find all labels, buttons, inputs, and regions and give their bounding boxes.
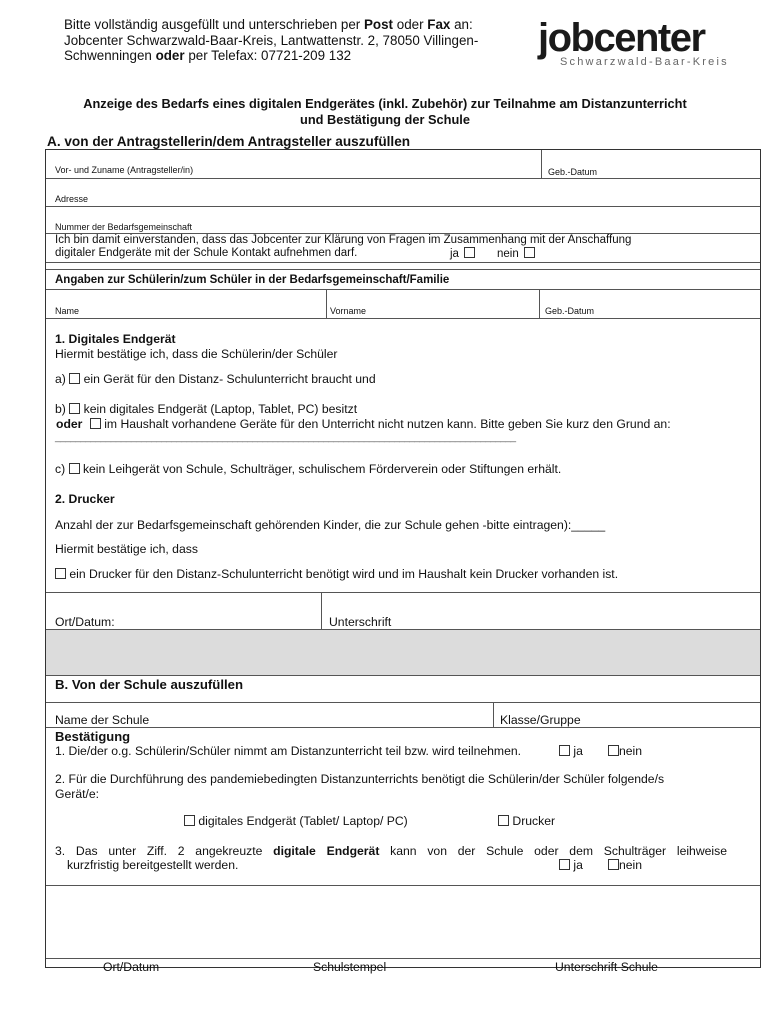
school-printer-option <box>498 814 555 828</box>
item-2-line-2: Gerät/e: <box>55 787 100 801</box>
school-printer-label: Drucker <box>512 814 556 828</box>
option-a-label: ein Gerät für den Distanz- Schulunterricht braucht und <box>83 372 376 386</box>
applicant-signature-label: Unterschrift <box>329 615 392 629</box>
printer-heading: 2. Drucker <box>55 492 115 506</box>
grey-separator-band <box>46 629 760 675</box>
rule <box>539 290 540 318</box>
school-printer-checkbox[interactable] <box>498 815 509 826</box>
item-2-text <box>55 772 755 802</box>
option-c <box>55 462 561 476</box>
consent-no-option <box>497 247 535 260</box>
item-3-no-label: nein <box>619 858 643 872</box>
logo-subtitle: Schwarzwald-Baar-Kreis <box>560 56 729 68</box>
title-line-1: Anzeige des Bedarfs eines digitalen Endgerätes (inkl. Zubehör) zur Teilnahme am Distanzunterricht <box>83 96 687 111</box>
children-count-field[interactable]: Anzahl der zur Bedarfsgemeinschaft gehörenden Kinder, die zur Schule gehen -bitte eintragen):_____ <box>55 518 606 532</box>
option-c-label: kein Leihgerät von Schule, Schulträger, schulischem Förderverein oder Stiftungen erhält. <box>82 462 562 476</box>
rule <box>46 958 760 959</box>
option-b-prefix: b) <box>55 402 66 416</box>
item-1-text: 1. Die/der o.g. Schülerin/Schüler nimmt am Distanzunterricht teil bzw. wird teilnehmen. <box>55 744 522 758</box>
section-b-heading: B. Von der Schule auszufüllen <box>55 677 244 692</box>
applicant-name-label: Vor- und Zuname (Antragsteller/in) <box>55 165 194 175</box>
option-oder-label: oder <box>56 417 83 431</box>
option-b2-label: im Haushalt vorhandene Geräte für den Unterricht nicht nutzen kann. Bitte geben Sie kurz den Grund an: <box>104 417 671 431</box>
rule <box>46 178 760 179</box>
consent-no-checkbox[interactable] <box>524 247 535 258</box>
pupil-name-label: Name <box>55 306 80 316</box>
school-signature-label: Unterschrift Schule <box>555 960 658 974</box>
item-1-yes-checkbox[interactable] <box>559 745 570 756</box>
option-b-label: kein digitales Endgerät (Laptop, Tablet, PC) besitzt <box>83 402 358 416</box>
consent-yes-label: ja <box>450 248 459 260</box>
rule <box>46 629 760 630</box>
mailing-instructions <box>64 17 544 64</box>
rule <box>46 675 760 676</box>
section-a-heading: A. von der Antragstellerin/dem Antragsteller auszufüllen <box>47 134 411 149</box>
item-3-no-option <box>608 858 642 872</box>
confirmation-heading: Bestätigung <box>55 729 131 744</box>
school-stamp-label: Schulstempel <box>313 960 387 974</box>
rule <box>46 318 760 319</box>
applicant-dob-label: Geb.-Datum <box>548 167 598 177</box>
rule <box>493 703 494 727</box>
address-label: Adresse <box>55 194 89 204</box>
device-option <box>184 814 408 828</box>
jobcenter-logo <box>538 18 738 68</box>
rule <box>46 592 760 593</box>
rule <box>46 727 760 728</box>
printer-option <box>55 567 618 581</box>
instructions-line-2: Jobcenter Schwarzwald-Baar-Kreis, Lantwattenstr. 2, 78050 Villingen- <box>64 32 479 48</box>
logo-wordmark: jobcenter <box>538 16 705 60</box>
option-c-prefix: c) <box>55 462 66 476</box>
instructions-line-3: Schwenningen oder per Telefax: 07721-209 132 <box>64 48 352 64</box>
option-b <box>55 402 357 416</box>
rule <box>46 269 760 270</box>
rule <box>46 262 760 263</box>
item-1-no-checkbox[interactable] <box>608 745 619 756</box>
device-option-label: digitales Endgerät (Tablet/ Laptop/ PC) <box>198 814 408 828</box>
applicant-place-date-label: Ort/Datum: <box>55 615 115 629</box>
form-title <box>40 96 730 127</box>
rule <box>541 150 542 178</box>
rule <box>46 885 760 886</box>
bg-number-label: Nummer der Bedarfsgemeinschaft <box>55 222 193 232</box>
device-intro: Hiermit bestätige ich, dass die Schülerin/der Schüler <box>55 347 338 361</box>
printer-checkbox[interactable] <box>55 568 66 579</box>
printer-intro: Hiermit bestätige ich, dass <box>55 542 198 556</box>
option-a <box>55 372 376 386</box>
item-3-yes-label: ja <box>573 858 583 872</box>
device-heading: 1. Digitales Endgerät <box>55 332 176 346</box>
option-a-checkbox[interactable] <box>69 373 80 384</box>
class-group-label: Klasse/Gruppe <box>500 713 581 727</box>
item-1-yes-label: ja <box>573 744 583 758</box>
device-checkbox[interactable] <box>184 815 195 826</box>
item-3-line-1: 3. Das unter Ziff. 2 angekreuzte digitale Endgerät kann von der Schule oder dem Schulträger leihweise <box>55 844 727 858</box>
option-b-checkbox[interactable] <box>69 403 80 414</box>
rule <box>46 206 760 207</box>
consent-yes-checkbox[interactable] <box>464 247 475 258</box>
consent-line-2: digitaler Endgeräte mit der Schule Kontakt aufnehmen darf. <box>55 247 358 259</box>
item-1-yes-option <box>559 744 583 758</box>
item-3-line-2: kurzfristig bereitgestellt werden. <box>67 858 239 872</box>
item-1-no-label: nein <box>619 744 643 758</box>
rule <box>46 702 760 703</box>
pupil-firstname-label: Vorname <box>330 306 367 316</box>
instructions-line-1: Bitte vollständig ausgefüllt und unterschrieben per Post oder Fax an: <box>64 17 473 32</box>
title-line-2: und Bestätigung der Schule <box>300 111 470 127</box>
option-b2 <box>56 417 671 431</box>
item-3-no-checkbox[interactable] <box>608 859 619 870</box>
consent-text <box>55 234 755 260</box>
consent-no-label: nein <box>497 248 519 260</box>
reason-line[interactable]: ___________________________________________________________________________________________ <box>55 432 516 443</box>
item-3-yes-option <box>559 858 583 872</box>
item-2-line-1: 2. Für die Durchführung des pandemiebedingten Distanzunterrichts benötigt die Schülerin/der Schüler folgende/s <box>55 772 665 786</box>
printer-option-label: ein Drucker für den Distanz-Schulunterricht benötigt wird und im Haushalt kein Drucker vorhanden ist. <box>69 567 619 581</box>
rule <box>321 593 322 629</box>
consent-yes-option <box>450 247 475 260</box>
option-b2-checkbox[interactable] <box>90 418 101 429</box>
option-c-checkbox[interactable] <box>69 463 80 474</box>
school-name-label: Name der Schule <box>55 713 150 727</box>
option-a-prefix: a) <box>55 372 66 386</box>
rule <box>46 289 760 290</box>
pupil-dob-label: Geb.-Datum <box>545 306 595 316</box>
pupil-section-heading: Angaben zur Schülerin/zum Schüler in der Bedarfsgemeinschaft/Familie <box>55 274 450 286</box>
item-1-no-option <box>608 744 642 758</box>
item-3-yes-checkbox[interactable] <box>559 859 570 870</box>
consent-line-1: Ich bin damit einverstanden, dass das Jobcenter zur Klärung von Fragen im Zusammenhang mit der Anschaffung <box>55 234 632 246</box>
school-place-date-label: Ort/Datum <box>103 960 160 974</box>
rule <box>326 290 327 318</box>
